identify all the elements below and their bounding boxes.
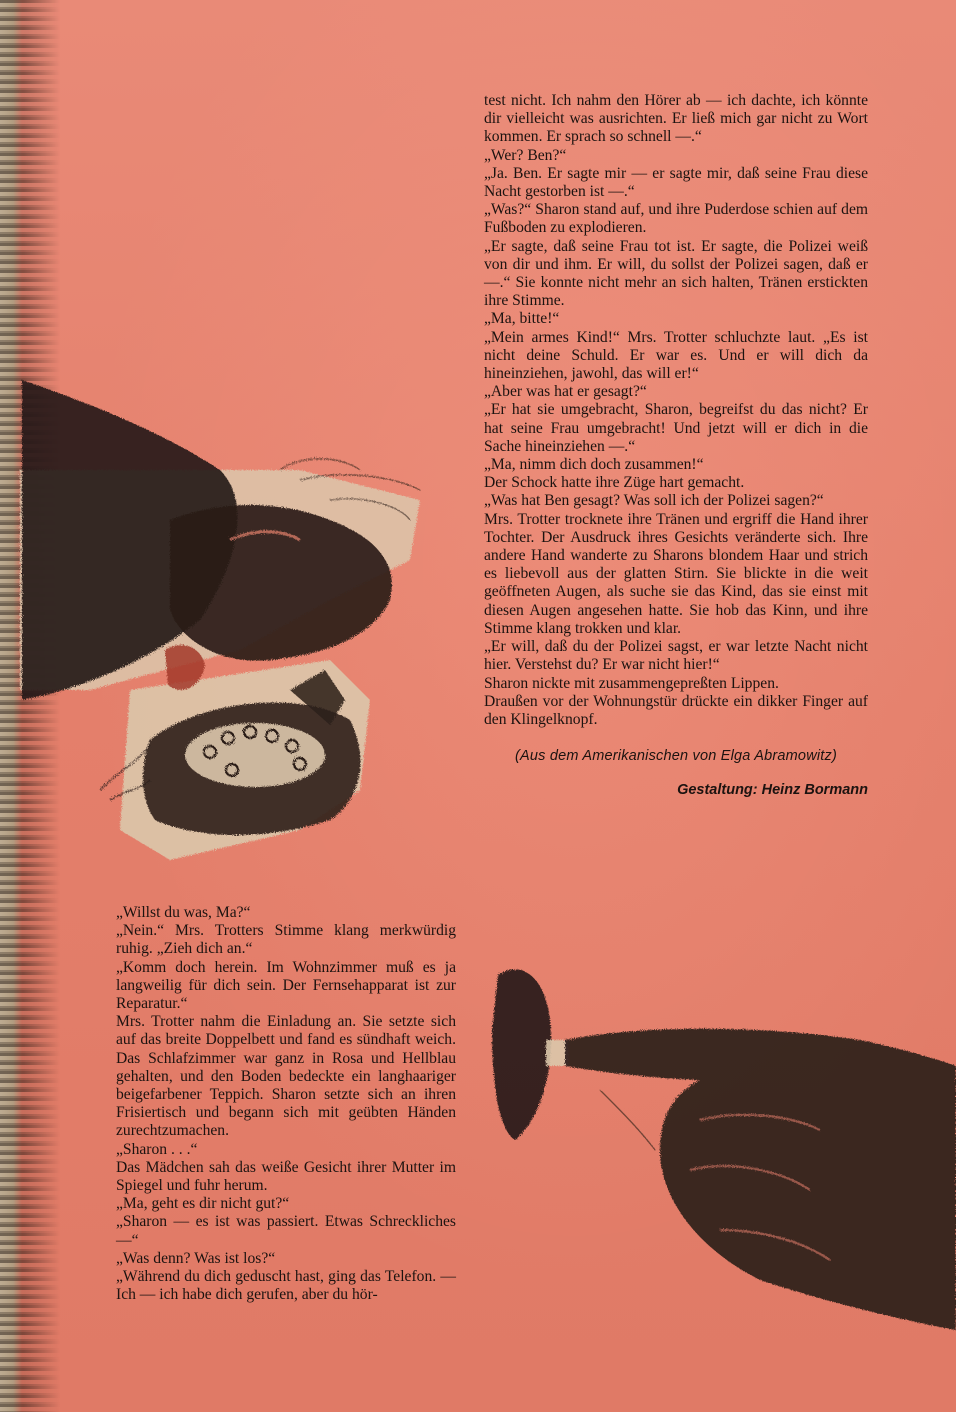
- hand-on-telephone-drawing: [20, 380, 420, 860]
- paragraph: „Willst du was, Ma?“: [116, 904, 251, 921]
- doorbell-plate: [492, 969, 551, 1140]
- paragraph: „Wer? Ben?“: [484, 146, 567, 164]
- paragraph: Sharon nickte mit zusammengepreßten Lippen.: [484, 674, 779, 692]
- hand-and-finger-shape: [565, 1029, 956, 1330]
- paragraph: „Sharon . . .“: [116, 1140, 198, 1158]
- paragraph: „Er sagte, daß seine Frau tot ist. Er sagte, die Polizei weiß von dir und ihm. Er will, du sollst der Polizei sagen, daß er —.“ Sie konnte nicht mehr an sich halten, Tränen erstickten ihre Stimme.: [484, 237, 868, 310]
- translation-credit: (Aus dem Amerikanischen von Elga Abramowitz): [514, 748, 837, 765]
- right-text-column: [484, 92, 868, 800]
- paragraph: test nicht. Ich nahm den Hörer ab — ich dachte, ich könnte dir vielleicht was ausrichten. Er ließ mich gar nicht zu Wort kommen. Er sprach so schnell —.“: [484, 92, 868, 146]
- paragraph: „Sharon — es ist was passiert. Etwas Schreckliches —“: [116, 1213, 456, 1249]
- doorbell-button: [546, 1040, 568, 1066]
- paragraph: „Ja. Ben. Er sagte mir — er sagte mir, daß seine Frau diese Nacht gestorben ist —.“: [484, 164, 868, 201]
- paragraph: „Ma, nimm dich doch zusammen!“: [484, 456, 704, 474]
- paragraph: „Was?“ Sharon stand auf, und ihre Puderdose schien auf dem Fußboden zu explodieren.: [484, 201, 868, 237]
- paragraph: Draußen vor der Wohnungstür drückte ein dikker Finger auf den Klingelknopf.: [484, 692, 868, 728]
- paragraph: „Ma, geht es dir nicht gut?“: [116, 1195, 290, 1213]
- paragraph: „Er hat sie umgebracht, Sharon, begreifst du das nicht? Er hat seine Frau umgebracht! Und jetzt will er dich in die Sache hineinziehen —.“: [484, 401, 868, 455]
- paragraph: Mrs. Trotter trocknete ihre Tränen und ergriff die Hand ihrer Tochter. Der Ausdruck ihres Gesichts veränderte sich. Ihre andere Hand wanderte zu Sharons blondem Haar und strich es liebevoll aus der glatten Stirn. Sie blickte in die weit geöffneten Augen, als suche sie das Kind, das sie einst mit diesen Augen angesehen hatte. Sie hob das Kinn, und ihre Stimme klang trokken und klar.: [484, 510, 868, 637]
- paragraph: „Komm doch herein. Im Wohnzimmer muß es ja langweilig für dich sein. Der Fernsehapparat ist zur Reparatur.“: [116, 958, 456, 1013]
- paragraph: „Mein armes Kind!“ Mrs. Trotter schluchzte laut. „Es ist nicht deine Schuld. Er war es. Und er will dich da hineinziehen, jawohl, das will er!“: [484, 328, 868, 383]
- paragraph: „Er will, daß du der Polizei sagst, er war letzte Nacht nicht hier. Verstehst du? Er war nicht hier!“: [484, 638, 868, 674]
- paragraph: „Ma, bitte!“: [484, 310, 560, 328]
- paragraph: „Nein.“ Mrs. Trotters Stimme klang merkwürdig ruhig. „Zieh dich an.“: [116, 922, 456, 958]
- finger-pressing-doorbell-drawing: [492, 969, 956, 1330]
- design-credit: Gestaltung: Heinz Bormann: [677, 782, 868, 799]
- paragraph: Das Mädchen sah das weiße Gesicht ihrer Mutter im Spiegel und fuhr herum.: [116, 1158, 456, 1195]
- paragraph: Der Schock hatte ihre Züge hart gemacht.: [484, 474, 745, 492]
- left-text-column: [116, 904, 456, 1304]
- paragraph: „Was hat Ben gesagt? Was soll ich der Polizei sagen?“: [484, 492, 824, 510]
- paragraph: „Während du dich geduscht hast, ging das Telefon. — Ich — ich habe dich gerufen, aber du hör-: [116, 1268, 456, 1304]
- paragraph: „Was denn? Was ist los?“: [116, 1249, 276, 1267]
- paragraph: Mrs. Trotter nahm die Einladung an. Sie setzte sich auf das breite Doppelbett und fand es sündhaft weich. Das Schlafzimmer war ganz in Rosa und Hellblau gehalten, und den Boden bedeckte ein langhaariger beigefarbener Teppich. Sharon setzte sich an ihren Frisiertisch und begann sich mit geübten Händen zurechtzumachen.: [116, 1013, 456, 1140]
- paragraph: „Aber was hat er gesagt?“: [484, 383, 647, 401]
